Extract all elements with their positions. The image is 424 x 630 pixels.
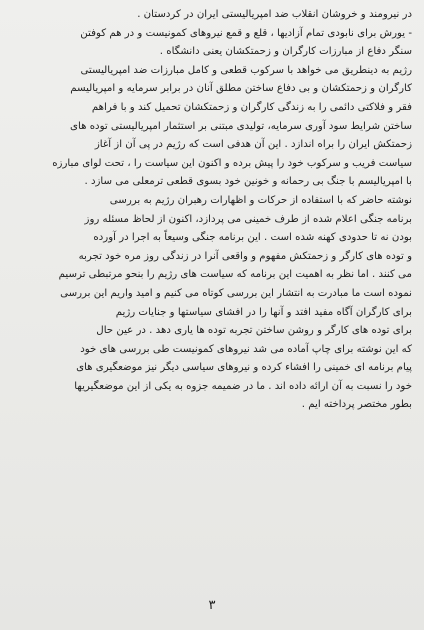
text-line: پیام برنامه ای خمینی را افشاء کرده و نیروهای سیاسی دیگر نیز موضعگیری های <box>76 362 412 374</box>
text-line: و توده های کارگر و زحمتکش مفهوم و واقعی آنرا در زندگی روز مره خود تجربه <box>78 250 412 262</box>
text-line: نوشته حاضر که با استفاده از حرکات و اظهارات رهبران رژیم به بررسی <box>109 194 412 206</box>
page-number: ٣ <box>208 598 216 613</box>
paragraph-intro <box>14 6 412 62</box>
text-line: ساختن شرایط سود آوری سرمایه، تولیدی مبتنی بر استثمار امپریالیستی توده های <box>70 120 412 132</box>
text-line: بودن نه تا حدودی کهنه شده است . این برنامه جنگی وسیعاً به اجرا در آورده <box>93 232 412 244</box>
text-line: کارگران و زحمتکشان و بی دفاع ساختن مطلق آنان در برابر سرمایه و امپریالیسم <box>70 83 412 95</box>
text-line: خود را نسبت به آن ارائه داده اند . ما در ضمیمه جزوه به یکی از این موضعگیریها <box>74 380 412 392</box>
text-line: که این نوشته برای چاپ آماده می شد نیروهای کمونیست طی بررسی های خود <box>80 343 412 355</box>
body-text <box>14 6 412 415</box>
text-line: زحمتکش ایران را براه اندازد . این آن هدفی است که رژیم در پی آن از آغاز <box>94 139 412 151</box>
text-line: رژیم به دینطریق می خواهد با سرکوب قطعی و کامل مبارزات ضد امپریالیستی <box>80 64 412 76</box>
text-line: می کنند . اما نظر به اهمیت این برنامه که سیاست های رژیم را بنحو مرتبطی ترسیم <box>58 269 412 281</box>
text-line: در نیرومند و خروشان انقلاب ضد امپریالیستی ایران در کردستان . <box>137 9 412 20</box>
text-line: با امپریالیسم با جنگ بی رحمانه و خونین خود بسوی قطعی ترمعلی می سازد . <box>84 176 412 188</box>
paragraph-present-writing <box>14 192 412 415</box>
text-line: - یورش برای نابودی تمام آزادیها ، قلع و قمع نیروهای کمونیست و در هم کوفتن <box>80 27 412 39</box>
paragraph-regime-aims <box>14 62 412 192</box>
text-line: بطور مختصر پرداخته ایم . <box>301 399 412 411</box>
text-line: فقر و فلاکتی دائمی را به زندگی کارگران و زحمتکشان تحمیل کند و با فراهم <box>91 101 412 113</box>
text-line: برای توده های کارگر و روشن ساختن تجربه توده ها یاری دهد . در عین حال <box>96 325 412 337</box>
text-line: برای کارگران آگاه مفید افتد و آنها را در افشای سیاستها و جنایات رژیم <box>115 306 412 318</box>
text-line: نموده است ما مبادرت به انتشار این بررسی کوتاه می کنیم و امید واریم این بررسی <box>60 287 412 299</box>
text-line: برنامه جنگی اعلام شده از طرف خمینی می پردازد، اکنون از لحاظ مسئله روز <box>84 213 412 225</box>
text-line: سنگر دفاع از مبارزات کارگران و زحمتکشان یعنی دانشگاه . <box>159 46 412 58</box>
text-line: سیاست فریب و سرکوب خود را پیش برده و اکنون این سیاست را ، تحت لوای مبارزه <box>52 157 412 169</box>
